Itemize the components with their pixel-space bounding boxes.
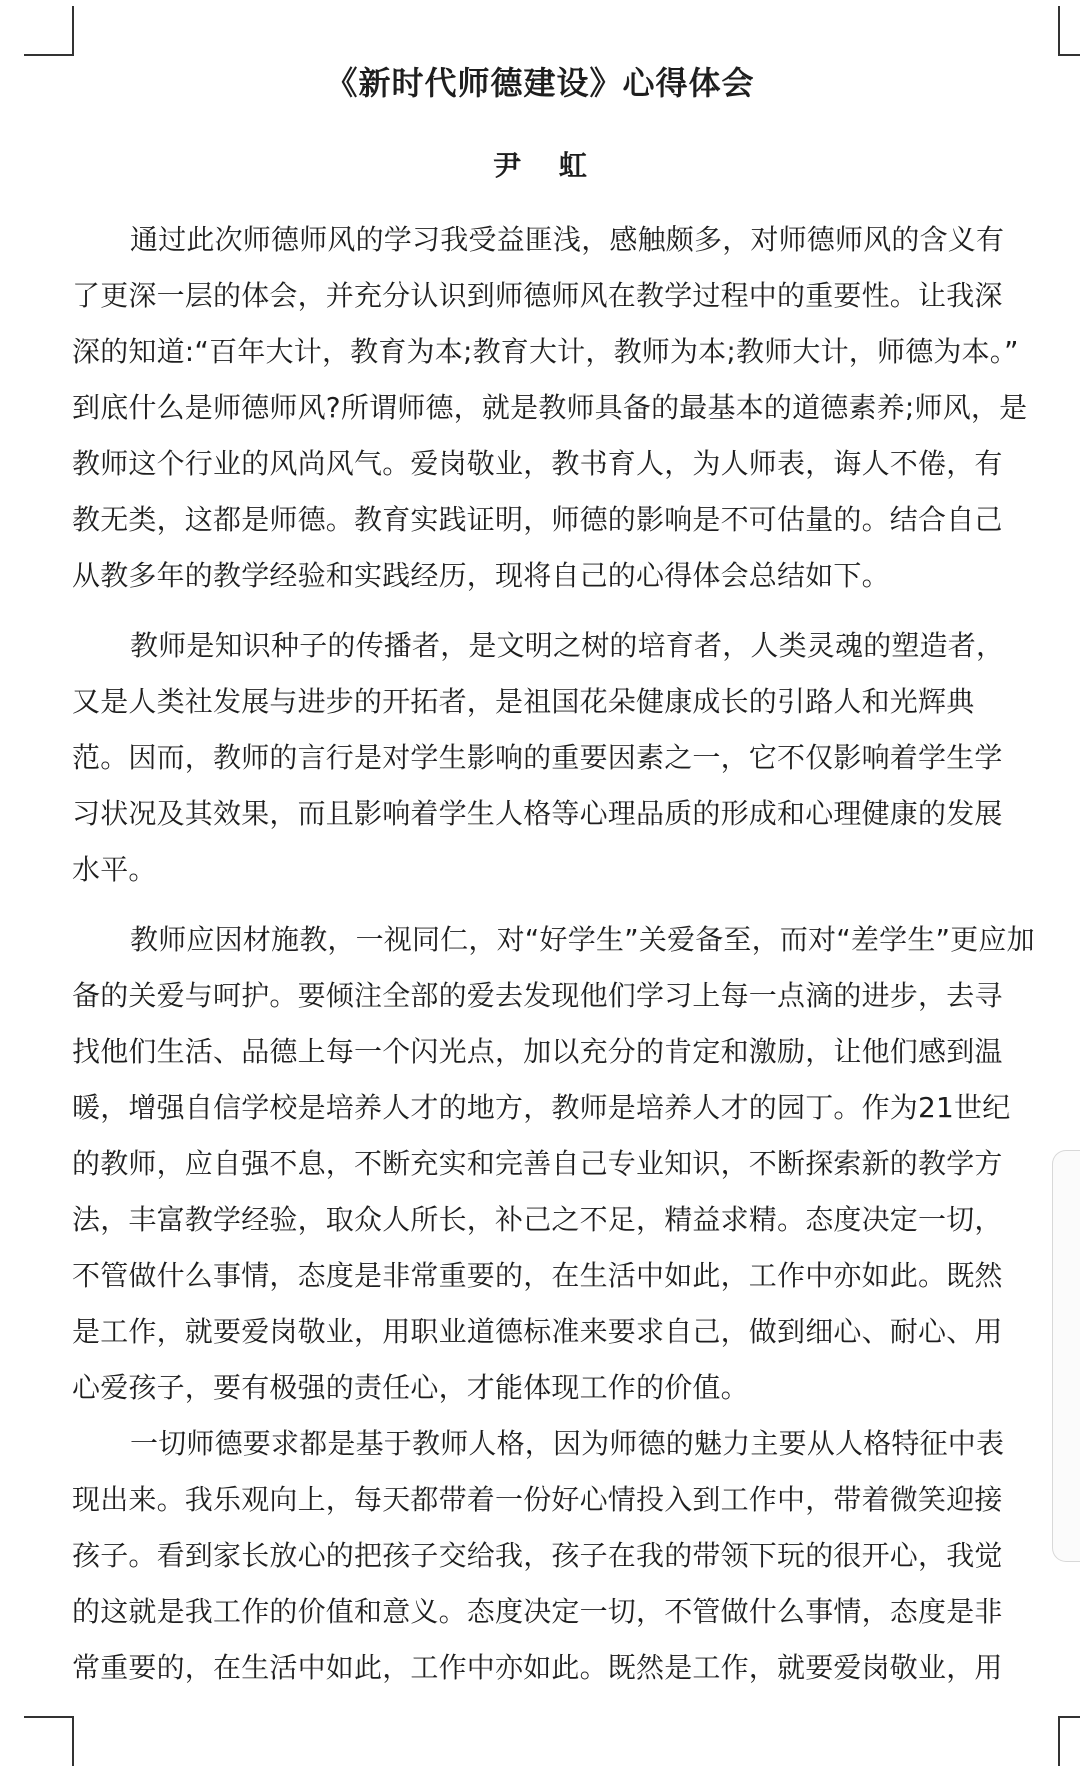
crop-mark-bottom-left (24, 1716, 74, 1766)
text-line: 习状况及其效果，而且影响着学生人格等心理品质的形成和心理健康的发展 (72, 797, 1003, 830)
paragraph-4 (72, 1416, 1062, 1696)
text-line: 现出来。我乐观向上，每天都带着一份好心情投入到工作中，带着微笑迎接 (72, 1483, 1003, 1516)
text-line: 教师这个行业的风尚风气。爱岗敬业，教书育人，为人师表，诲人不倦，有 (72, 447, 1003, 480)
text-line: 又是人类社发展与进步的开拓者，是祖国花朵健康成长的引路人和光辉典 (72, 685, 975, 718)
crop-mark-top-left (24, 6, 74, 56)
text-line: 深的知道:“百年大计，教育为本;教育大计，教师为本;教师大计，师德为本。” (72, 335, 1019, 368)
text-line: 孩子。看到家长放心的把孩子交给我，孩子在我的带领下玩的很开心，我觉 (72, 1539, 1003, 1572)
text-line: 常重要的，在生活中如此，工作中亦如此。既然是工作，就要爱岗敬业，用 (72, 1651, 1003, 1684)
document-title: 《新时代师德建设》心得体会 (325, 64, 755, 102)
document-body (72, 212, 1062, 1696)
paragraph-2 (72, 618, 1062, 898)
text-line: 找他们生活、品德上每一个闪光点，加以充分的肯定和激励，让他们感到温 (72, 1035, 1003, 1068)
text-line: 的教师，应自强不息，不断充实和完善自己专业知识，不断探索新的教学方 (72, 1147, 1003, 1180)
paragraph-1 (72, 212, 1062, 604)
crop-mark-top-right (1058, 6, 1080, 56)
text-line: 水平。 (72, 853, 157, 886)
text-line: 备的关爱与呵护。要倾注全部的爱去发现他们学习上每一点滴的进步，去寻 (72, 979, 1003, 1012)
text-line: 教师是知识种子的传播者，是文明之树的培育者，人类灵魂的塑造者， (130, 629, 1005, 662)
text-line: 心爱孩子，要有极强的责任心，才能体现工作的价值。 (72, 1371, 749, 1404)
text-line: 范。因而，教师的言行是对学生影响的重要因素之一，它不仅影响着学生学 (72, 741, 1003, 774)
text-line: 了更深一层的体会，并充分认识到师德师风在教学过程中的重要性。让我深 (72, 279, 1003, 312)
text-line: 通过此次师德师风的学习我受益匪浅，感触颇多，对师德师风的含义有 (130, 223, 1005, 256)
text-line: 教无类，这都是师德。教育实践证明，师德的影响是不可估量的。结合自己 (72, 503, 1003, 536)
text-line: 教师应因材施教，一视同仁，对“好学生”关爱备至，而对“差学生”更应加 (130, 923, 1035, 956)
text-line: 到底什么是师德师风?所谓师德，就是教师具备的最基本的道德素养;师风，是 (72, 391, 1028, 424)
text-line: 一切师德要求都是基于教师人格，因为师德的魅力主要从人格特征中表 (130, 1427, 1005, 1460)
paragraph-3 (72, 912, 1062, 1416)
document-author: 尹 虹 (493, 149, 601, 182)
text-line: 是工作，就要爱岗敬业，用职业道德标准来要求自己，做到细心、耐心、用 (72, 1315, 1003, 1348)
text-line: 不管做什么事情，态度是非常重要的，在生活中如此，工作中亦如此。既然 (72, 1259, 1003, 1292)
text-line: 的这就是我工作的价值和意义。态度决定一切，不管做什么事情，态度是非 (72, 1595, 1003, 1628)
text-line: 法，丰富教学经验，取众人所长，补己之不足，精益求精。态度决定一切， (72, 1203, 1003, 1236)
text-line: 暖，增强自信学校是培养人才的地方，教师是培养人才的园丁。作为21世纪 (72, 1091, 1011, 1124)
text-line: 从教多年的教学经验和实践经历，现将自己的心得体会总结如下。 (72, 559, 890, 592)
crop-mark-bottom-right (1058, 1716, 1080, 1766)
